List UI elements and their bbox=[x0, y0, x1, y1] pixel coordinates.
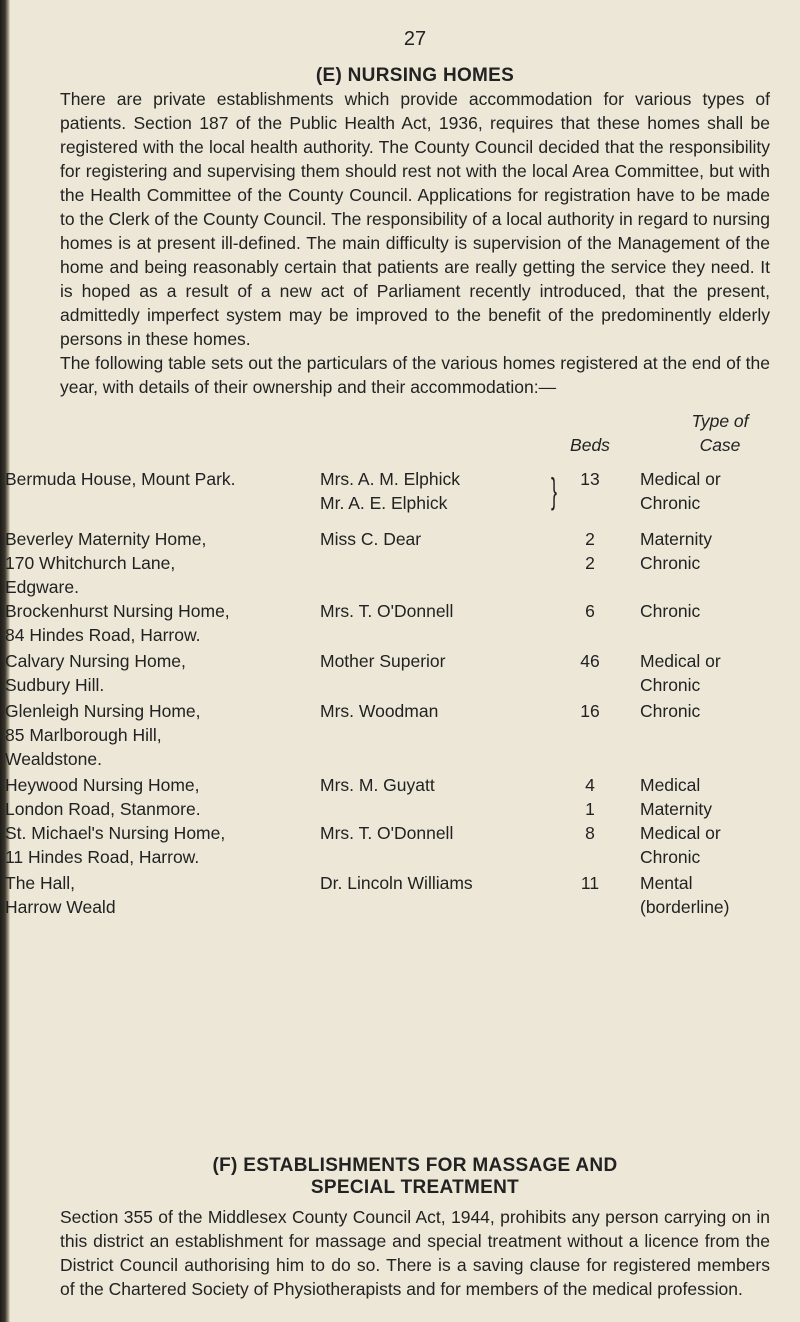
beds-count-cell bbox=[560, 527, 620, 575]
owner-name-cell bbox=[320, 821, 560, 845]
case-type-line: Chronic bbox=[640, 847, 701, 867]
case-type-line: Chronic bbox=[640, 601, 701, 621]
case-type-cell bbox=[640, 467, 800, 515]
home-name-line: Heywood Nursing Home, bbox=[5, 775, 200, 795]
owner-name-cell bbox=[320, 649, 560, 673]
case-type-line: Chronic bbox=[640, 553, 701, 573]
owner-name-line: Miss C. Dear bbox=[320, 529, 422, 549]
beds-count-line: 46 bbox=[580, 651, 600, 671]
owner-name-cell bbox=[320, 699, 560, 723]
home-name-cell bbox=[5, 467, 305, 491]
owner-name-line: Mrs. M. Guyatt bbox=[320, 775, 435, 795]
page-content bbox=[5, 28, 770, 939]
home-name-line: London Road, Stanmore. bbox=[5, 799, 201, 819]
home-name-line: Glenleigh Nursing Home, bbox=[5, 701, 201, 721]
case-type-cell bbox=[640, 871, 800, 919]
case-type-cell bbox=[640, 821, 800, 869]
section-e-paragraph-2: The following table sets out the particulars of the various homes registered at the end of the year, with details of their ownership and their accommodation:— bbox=[60, 353, 770, 397]
home-name-line: Wealdstone. bbox=[5, 749, 102, 769]
home-name-line: Edgware. bbox=[5, 577, 79, 597]
home-name-line: Brockenhurst Nursing Home, bbox=[5, 601, 230, 621]
header-beds: Beds bbox=[570, 435, 610, 455]
beds-count-cell bbox=[560, 599, 620, 623]
beds-count-cell bbox=[560, 871, 620, 895]
header-type-line2: Case bbox=[699, 435, 741, 455]
case-type-cell bbox=[640, 773, 800, 821]
owner-name-cell bbox=[320, 527, 560, 551]
case-type-line: Medical or bbox=[640, 823, 721, 843]
owner-name-cell bbox=[320, 599, 560, 623]
beds-count-line: 6 bbox=[585, 601, 595, 621]
home-name-line: Bermuda House, Mount Park. bbox=[5, 469, 236, 489]
home-name-line: Beverley Maternity Home, bbox=[5, 529, 207, 549]
home-name-line: 11 Hindes Road, Harrow. bbox=[5, 847, 200, 867]
home-name-cell bbox=[5, 649, 305, 697]
case-type-line: Maternity bbox=[640, 799, 712, 819]
home-name-line: 170 Whitchurch Lane, bbox=[5, 553, 176, 573]
home-name-cell bbox=[5, 871, 305, 919]
section-f bbox=[0, 1155, 770, 1301]
beds-count-cell bbox=[560, 773, 620, 821]
owner-name-line: Dr. Lincoln Williams bbox=[320, 873, 473, 893]
home-name-line: The Hall, bbox=[5, 873, 76, 893]
home-name-line: Calvary Nursing Home, bbox=[5, 651, 186, 671]
home-name-cell bbox=[5, 527, 305, 599]
home-name-line: St. Michael's Nursing Home, bbox=[5, 823, 226, 843]
home-name-cell bbox=[5, 599, 305, 647]
case-type-line: Medical or bbox=[640, 651, 721, 671]
beds-count-line: 2 bbox=[585, 529, 595, 549]
home-name-cell bbox=[5, 821, 305, 869]
beds-count-cell bbox=[560, 821, 620, 845]
beds-count-line: 1 bbox=[585, 799, 595, 819]
beds-count-line: 8 bbox=[585, 823, 595, 843]
beds-count-line: 13 bbox=[580, 469, 600, 489]
owner-name-cell bbox=[320, 871, 560, 895]
section-e-title: (E) NURSING HOMES bbox=[315, 65, 515, 86]
case-type-line: Chronic bbox=[640, 701, 701, 721]
owner-name-line: Mrs. A. M. Elphick bbox=[320, 469, 461, 489]
owner-name-line: Mrs. T. O'Donnell bbox=[320, 601, 454, 621]
case-type-line: Medical bbox=[640, 775, 701, 795]
owner-name-line: Mrs. T. O'Donnell bbox=[320, 823, 454, 843]
case-type-line: Chronic bbox=[640, 493, 701, 513]
case-type-line: Maternity bbox=[640, 529, 712, 549]
brace-mark: } bbox=[551, 470, 558, 511]
section-f-paragraph: Section 355 of the Middlesex County Council Act, 1944, prohibits any person carrying on in this district an establishment for massage and special treatment without a licence from the District Council authorising him to do so. There is a saving clause for registered members of the Chartered Society of Physiotherapists and for members of the medical profession. bbox=[60, 1207, 770, 1299]
home-name-cell bbox=[5, 773, 305, 821]
page-number: 27 bbox=[403, 28, 427, 50]
case-type-line: Chronic bbox=[640, 675, 701, 695]
case-type-line: Mental bbox=[640, 873, 693, 893]
beds-count-line: 11 bbox=[580, 873, 600, 893]
section-f-title-line1: (F) ESTABLISHMENTS FOR MASSAGE AND bbox=[212, 1155, 618, 1176]
case-type-line: (borderline) bbox=[640, 897, 730, 917]
beds-count-line: 4 bbox=[585, 775, 595, 795]
beds-count-cell bbox=[560, 699, 620, 723]
home-name-line: Sudbury Hill. bbox=[5, 675, 105, 695]
owner-name-cell bbox=[320, 773, 560, 797]
owner-name-line: Mr. A. E. Elphick bbox=[320, 493, 448, 513]
beds-count-line: 2 bbox=[585, 553, 595, 573]
owner-name-cell bbox=[320, 467, 560, 515]
case-type-cell bbox=[640, 599, 800, 623]
nursing-homes-table bbox=[5, 409, 770, 939]
beds-count-cell bbox=[560, 467, 620, 491]
beds-count-line: 16 bbox=[580, 701, 600, 721]
section-e-paragraph-1: There are private establishments which provide accommodation for various types of patients. Section 187 of the Public Health Act, 1936, requires that these homes shall be registered with the local health authority. The County Council decided that the responsibility for registering and supervising them should rest not with the local Area Committee, but with the Health Committee of the County Council. Applications for registration have to be made to the Clerk of the County Council. The responsibility of a local authority in regard to nursing homes is at present ill-defined. The main difficulty is supervision of the Management of the home and being reasonably certain that patients are really getting the service they need. It is hoped as a result of a new act of Parliament recently introduced, that the present, admittedly imperfect system may be improved to the benefit of the predominently elderly persons in these homes. bbox=[60, 89, 770, 349]
home-name-cell bbox=[5, 699, 305, 771]
header-type-line1: Type of bbox=[691, 411, 749, 431]
owner-name-line: Mother Superior bbox=[320, 651, 446, 671]
beds-count-cell bbox=[560, 649, 620, 673]
home-name-line: Harrow Weald bbox=[5, 897, 116, 917]
home-name-line: 84 Hindes Road, Harrow. bbox=[5, 625, 201, 645]
section-f-title-line2: SPECIAL TREATMENT bbox=[310, 1177, 520, 1198]
case-type-cell bbox=[640, 649, 800, 697]
owner-name-line: Mrs. Woodman bbox=[320, 701, 439, 721]
home-name-line: 85 Marlborough Hill, bbox=[5, 725, 162, 745]
case-type-cell bbox=[640, 527, 800, 575]
case-type-line: Medical or bbox=[640, 469, 721, 489]
case-type-cell bbox=[640, 699, 800, 723]
